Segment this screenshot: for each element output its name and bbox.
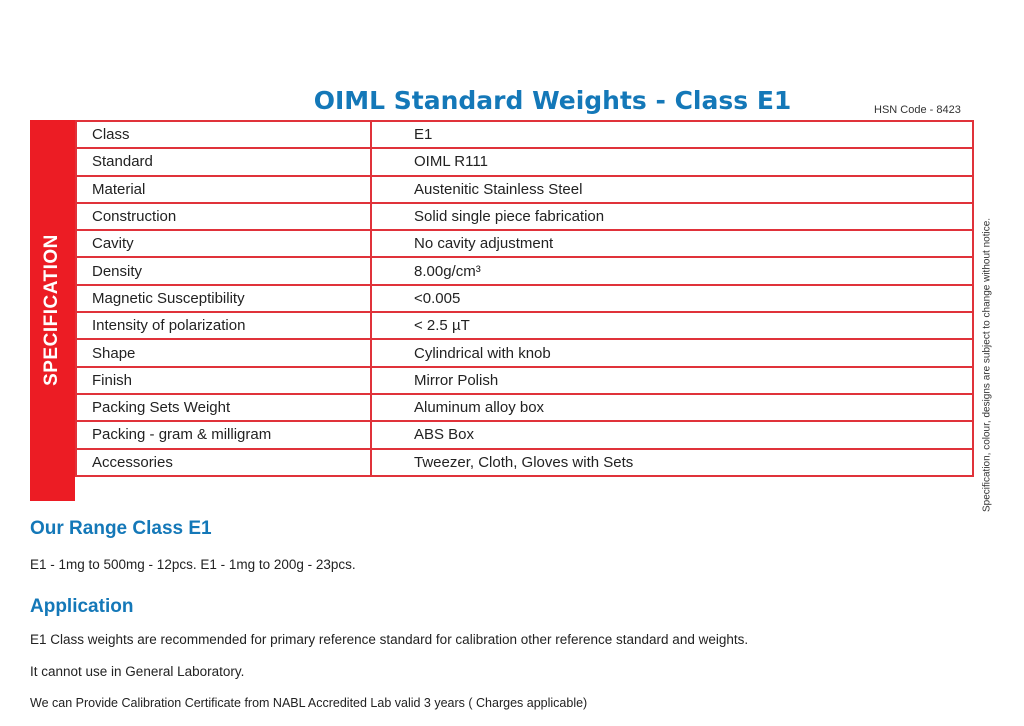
spec-value: < 2.5 µT (371, 312, 973, 339)
table-row (76, 421, 973, 448)
spec-key: Material (76, 176, 371, 203)
table-row (76, 449, 973, 476)
table-row (76, 121, 973, 148)
hsn-code: HSN Code - 8423 (874, 104, 961, 116)
spec-value: 8.00g/cm³ (371, 257, 973, 284)
spec-key: Intensity of polarization (76, 312, 371, 339)
disclaimer-note: Specification, colour, designs are subject to change without notice. (981, 217, 993, 513)
spec-key: Finish (76, 367, 371, 394)
spec-key: Accessories (76, 449, 371, 476)
spec-value: ABS Box (371, 421, 973, 448)
spec-value: E1 (371, 121, 973, 148)
spec-key: Shape (76, 339, 371, 366)
spec-value: No cavity adjustment (371, 230, 973, 257)
table-row (76, 257, 973, 284)
spec-key: Cavity (76, 230, 371, 257)
spec-value: <0.005 (371, 285, 973, 312)
table-row (76, 367, 973, 394)
table-row (76, 312, 973, 339)
spec-value: Solid single piece fabrication (371, 203, 973, 230)
spec-value: Austenitic Stainless Steel (371, 176, 973, 203)
spec-value: Cylindrical with knob (371, 339, 973, 366)
range-heading: Our Range Class E1 (30, 518, 212, 539)
application-line-2: It cannot use in General Laboratory. (30, 664, 245, 679)
spec-key: Class (76, 121, 371, 148)
table-row (76, 176, 973, 203)
application-line-1: E1 Class weights are recommended for primary reference standard for calibration other reference standard and weights. (30, 632, 749, 647)
spec-value: OIML R111 (371, 148, 973, 175)
table-row (76, 230, 973, 257)
application-line-3: We can Provide Calibration Certificate from NABL Accredited Lab valid 3 years ( Charges applicable) (30, 696, 588, 710)
specification-table (75, 120, 974, 477)
application-heading: Application (30, 596, 134, 617)
spec-key: Packing - gram & milligram (76, 421, 371, 448)
spec-key: Packing Sets Weight (76, 394, 371, 421)
page-title: OIML Standard Weights - Class E1 (313, 86, 792, 115)
spec-value: Tweezer, Cloth, Gloves with Sets (371, 449, 973, 476)
range-text: E1 - 1mg to 500mg - 12pcs. E1 - 1mg to 200g - 23pcs. (30, 557, 356, 572)
table-row (76, 285, 973, 312)
spec-value: Mirror Polish (371, 367, 973, 394)
table-row (76, 148, 973, 175)
spec-key: Standard (76, 148, 371, 175)
specification-label: SPECIFICATION (41, 234, 62, 386)
table-row (76, 394, 973, 421)
table-row (76, 203, 973, 230)
spec-key: Magnetic Susceptibility (76, 285, 371, 312)
spec-key: Density (76, 257, 371, 284)
spec-value: Aluminum alloy box (371, 394, 973, 421)
spec-key: Construction (76, 203, 371, 230)
table-row (76, 339, 973, 366)
